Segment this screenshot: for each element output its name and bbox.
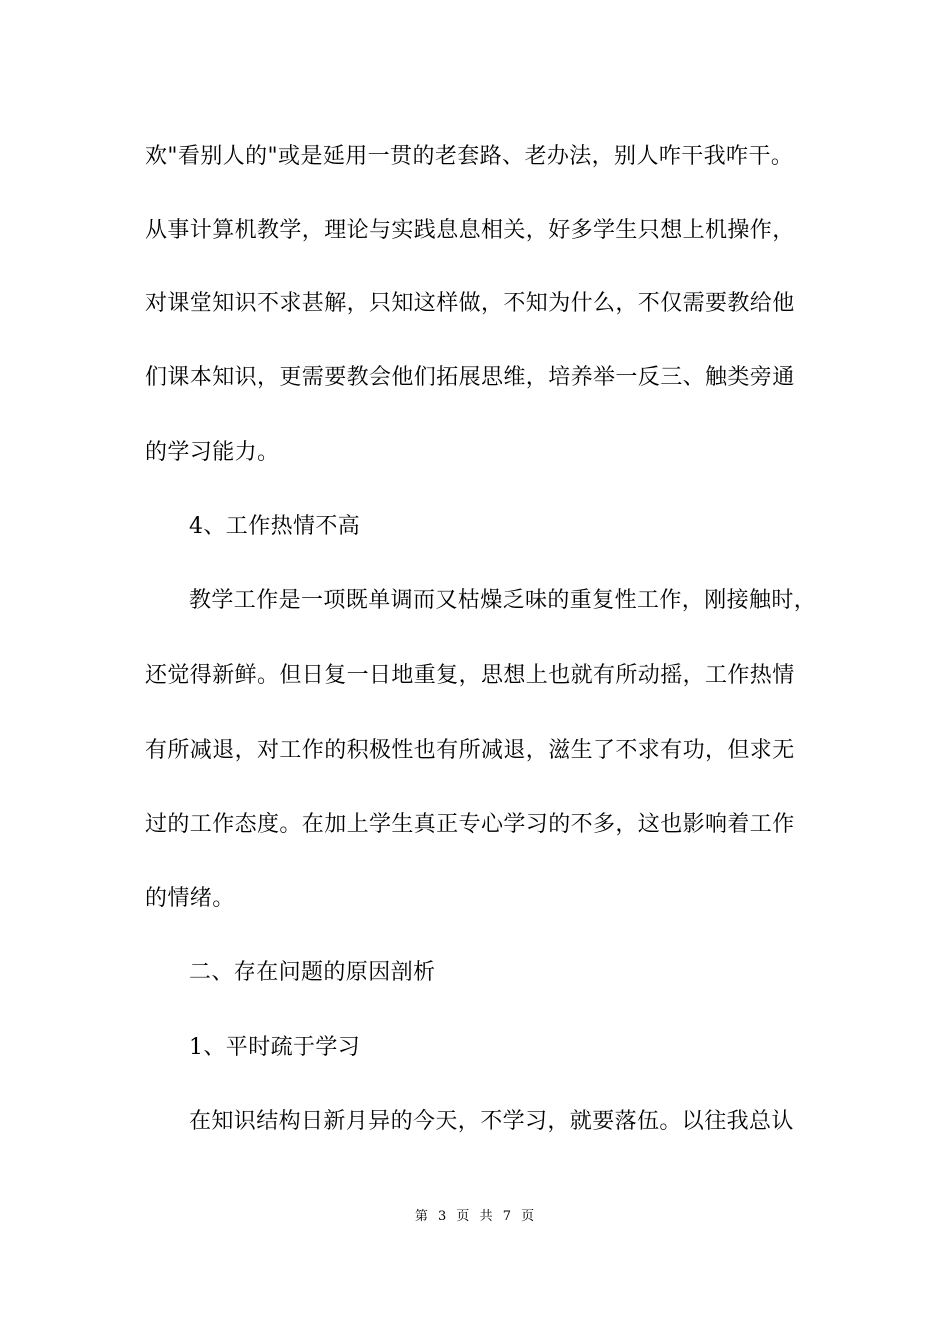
body-text-line: 对课堂知识不求甚解，只知这样做，不知为什么，不仅需要教给他 <box>145 291 795 316</box>
footer-current-page: 3 <box>437 1209 448 1224</box>
subsection-heading-1: 1、平时疏于学习 <box>189 1035 361 1060</box>
footer-page-word: 页 <box>456 1209 471 1224</box>
body-text-line: 有所减退，对工作的积极性也有所减退，滋生了不求有功，但求无 <box>145 738 795 763</box>
footer-suffix: 页 <box>521 1209 536 1224</box>
body-text-line: 从事计算机教学，理论与实践息息相关，好多学生只想上机操作， <box>145 218 795 243</box>
footer-total-word: 共 <box>479 1209 494 1224</box>
body-text-line: 过的工作态度。在加上学生真正专心学习的不多，这也影响着工作 <box>145 812 795 837</box>
body-text-line: 欢"看别人的"或是延用一贯的老套路、老办法，别人咋干我咋干。 <box>145 144 794 169</box>
section-heading-4: 4、工作热情不高 <box>189 514 361 539</box>
section-heading-2: 二、存在问题的原因剖析 <box>189 960 436 985</box>
body-text-line: 的学习能力。 <box>145 440 280 465</box>
body-text-line: 在知识结构日新月异的今天，不学习，就要落伍。以往我总认 <box>189 1109 794 1134</box>
body-text-line: 还觉得新鲜。但日复一日地重复，思想上也就有所动摇，工作热情 <box>145 663 795 688</box>
body-text-line: 教学工作是一项既单调而又枯燥乏味的重复性工作，刚接触时， <box>189 588 817 613</box>
body-text-line: 的情绪。 <box>145 886 235 911</box>
page-footer <box>0 1208 950 1226</box>
footer-prefix: 第 <box>414 1209 429 1224</box>
footer-total-pages: 7 <box>502 1209 512 1224</box>
body-text-line: 们课本知识，更需要教会他们拓展思维，培养举一反三、触类旁通 <box>145 365 795 390</box>
